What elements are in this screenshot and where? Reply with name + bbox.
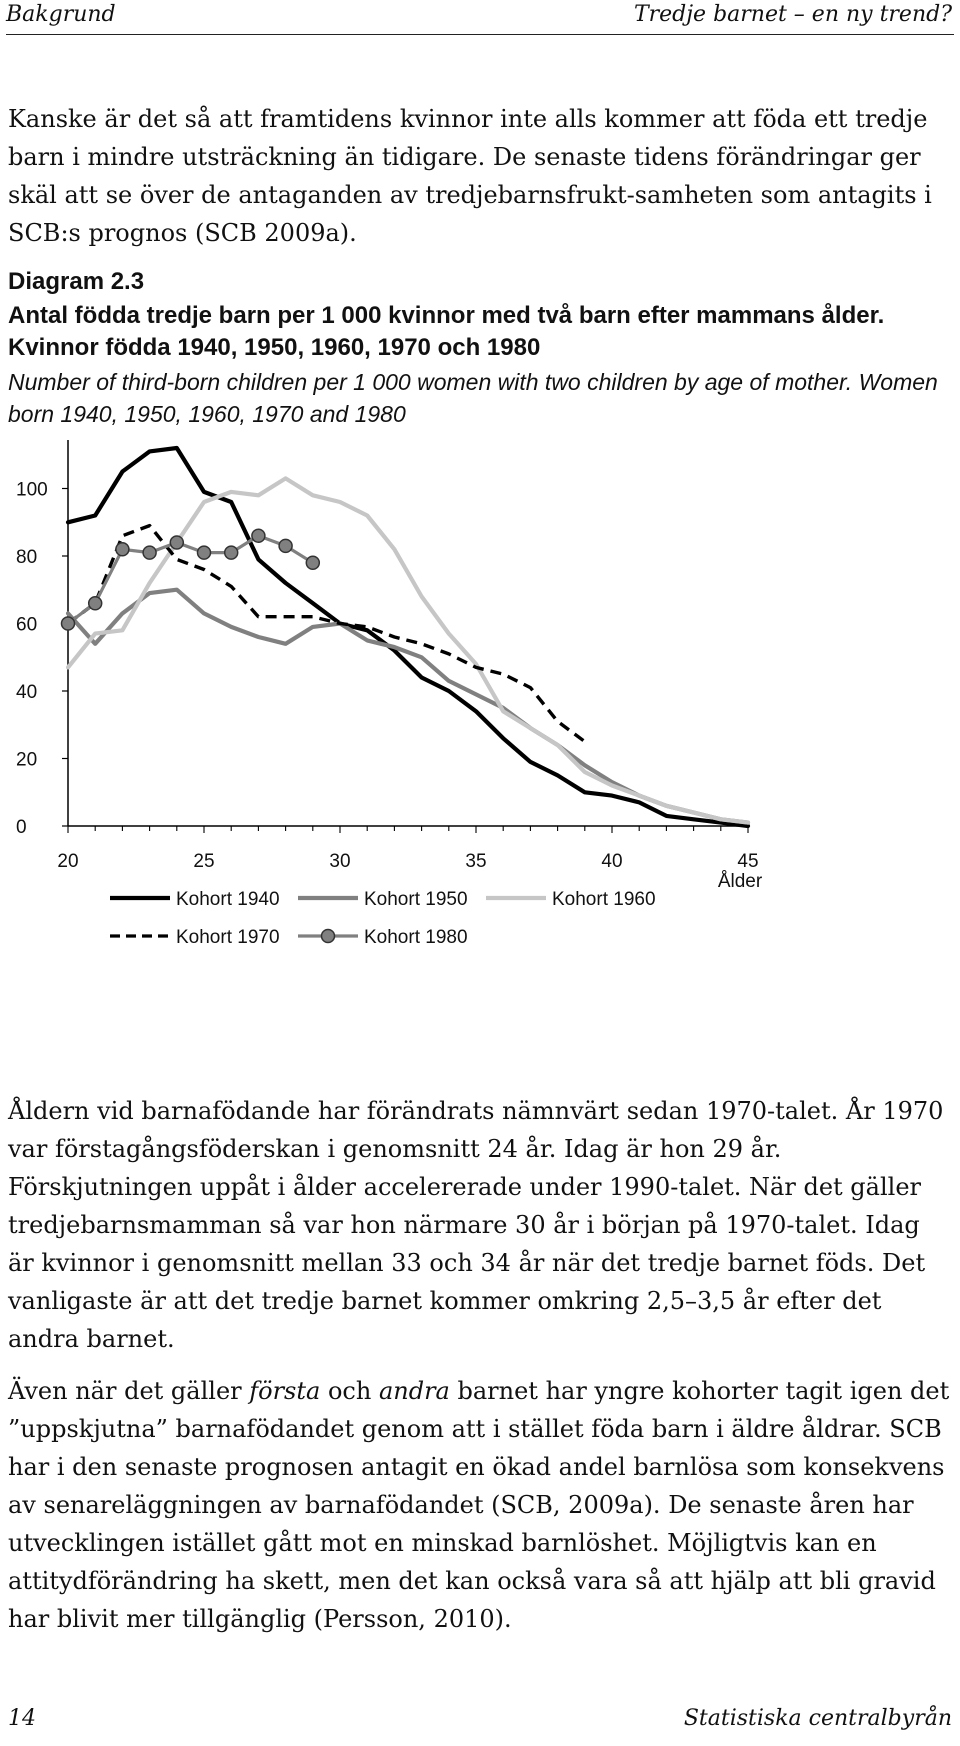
series-marker-4-4 xyxy=(170,536,183,549)
series-line-1 xyxy=(68,590,748,823)
y-tick-label-40: 40 xyxy=(16,682,38,703)
paragraph-catchup xyxy=(8,1372,952,1638)
x-tick-label-30: 30 xyxy=(329,851,351,872)
figure-subtitle: Number of third-born children per 1 000 women with two children by age of mother. Women born 1940, 1950, 1960, 1970 and 1980 xyxy=(8,369,938,427)
header-section: Bakgrund xyxy=(6,2,116,27)
publisher-name: Statistiska centralbyrån xyxy=(683,1706,952,1731)
line-chart xyxy=(0,440,960,1080)
para3-emphasis-second: andra xyxy=(378,1377,450,1405)
y-tick-label-100: 100 xyxy=(16,479,48,501)
series-line-0 xyxy=(68,448,748,826)
series-marker-4-9 xyxy=(306,556,319,569)
header-title: Tredje barnet – en ny trend? xyxy=(633,2,952,27)
series-marker-4-8 xyxy=(279,539,292,552)
chart-legend xyxy=(110,889,656,948)
series-marker-4-3 xyxy=(143,546,156,559)
series-marker-4-0 xyxy=(62,617,75,630)
page-number: 14 xyxy=(8,1706,36,1731)
figure-number: Diagram 2.3 xyxy=(8,268,145,295)
series-marker-4-2 xyxy=(116,543,129,556)
y-tick-label-60: 60 xyxy=(16,614,38,636)
x-tick-label-40: 40 xyxy=(601,851,623,872)
legend-marker-4 xyxy=(322,930,335,943)
paragraph-age: Åldern vid barnafödande har förändrats nämnvärt sedan 1970-talet. År 1970 var förstagångsföderskan i genomsnitt 24 år. Idag är hon 29 år. Förskjutningen uppåt i ålder accelererade under 1990-talet. När det gäller tredjebarnsmamman så var hon närmare 30 år i början på 1970-talet. Idag är kvinnor i genomsnitt mellan 33 och 34 år när det tredje barnet föds. Det vanligaste är att det tredje barnet kommer omkring 2,5–3,5 år efter det andra barnet. xyxy=(8,1097,944,1353)
x-tick-label-25: 25 xyxy=(193,851,215,872)
chart-axes xyxy=(16,440,763,892)
x-axis-label: Ålder xyxy=(717,871,763,892)
legend-label-1: Kohort 1950 xyxy=(364,889,468,910)
series-marker-4-7 xyxy=(252,529,265,542)
y-tick-label-80: 80 xyxy=(16,547,38,568)
para3-part3: barnet har yngre kohorter tagit igen det ”uppskjutna” barnafödandet genom att i stället föda barn i äldre åldrar. SCB har i den senaste prognosen antagit en ökad andel barnlösa som konsekvens av senareläggningen av barnafödandet (SCB, 2009a). De senaste åren har utvecklingen istället gått mot en minskad barnlöshet. Möjligtvis kan en attitydförändring ha skett, men det kan också vara så att hjälp att bli gravid har blivit mer tillgänglig (Persson, 2010). xyxy=(8,1377,950,1633)
x-tick-label-45: 45 xyxy=(737,851,759,872)
legend-label-0: Kohort 1940 xyxy=(176,889,280,910)
para3-part2: och xyxy=(320,1377,379,1405)
figure-title: Antal födda tredje barn per 1 000 kvinnor med två barn efter mammans ålder. Kvinnor födda 1940, 1950, 1960, 1970 och 1980 xyxy=(8,302,885,361)
series-marker-4-5 xyxy=(198,546,211,559)
paragraph-intro: Kanske är det så att framtidens kvinnor inte alls kommer att föda ett tredje barn i mindre utsträckning än tidigare. De senaste tidens förändringar ger skäl att se över de antaganden av tredjebarnsfrukt-samheten som antagits i SCB:s prognos (SCB 2009a). xyxy=(8,105,932,247)
y-tick-label-0: 0 xyxy=(16,817,27,838)
chart-series xyxy=(62,448,749,826)
para3-emphasis-first: första xyxy=(249,1377,321,1405)
series-marker-4-6 xyxy=(225,546,238,559)
x-tick-label-35: 35 xyxy=(465,851,487,872)
x-tick-label-20: 20 xyxy=(57,851,79,872)
y-tick-label-20: 20 xyxy=(16,749,38,771)
legend-label-2: Kohort 1960 xyxy=(552,889,656,910)
series-marker-4-1 xyxy=(89,597,102,610)
legend-label-4: Kohort 1980 xyxy=(364,927,468,948)
para3-part1: Även när det gäller xyxy=(8,1377,250,1405)
page-header xyxy=(6,2,954,35)
legend-label-3: Kohort 1970 xyxy=(176,927,280,948)
